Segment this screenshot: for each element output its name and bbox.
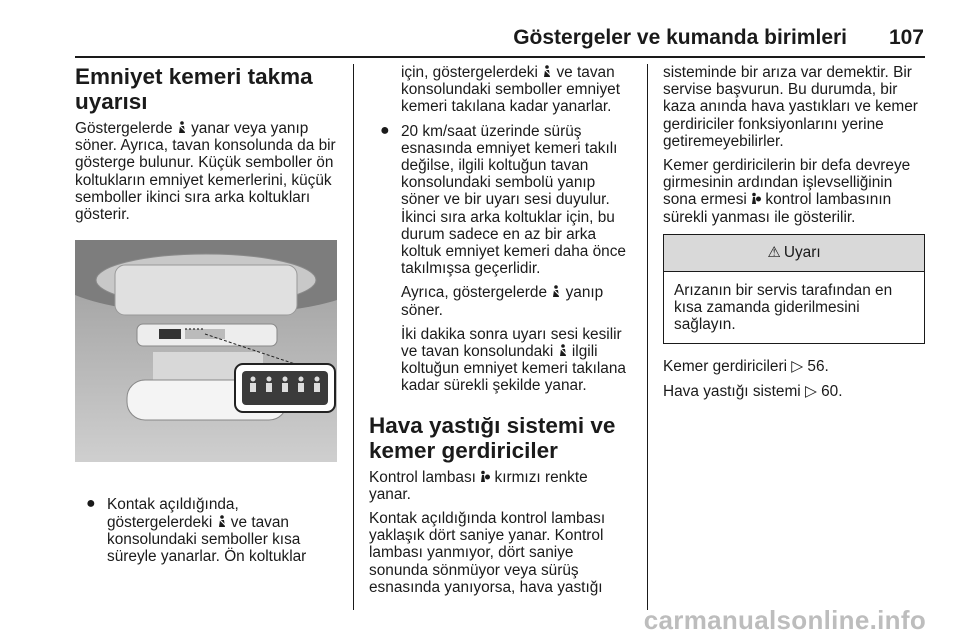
text: Kemer gerdiricilerin bir defa devreye girmesinin ardından işlevselliğinin sona ermesi bbox=[663, 157, 911, 209]
column-1 bbox=[75, 64, 337, 572]
text: ve tavan konsolundaki semboller kısa süreyle yanarlar. Ön koltuklar bbox=[107, 513, 307, 566]
text: 60. bbox=[821, 382, 843, 400]
column-2 bbox=[369, 64, 633, 603]
paragraph: sisteminde bir arıza var demektir. Bir servise başvurun. Bu durumda, bir kaza anında hava yastıkları ve kemer gerdiriciler fonksiyonlarını yerine getiremeyebilirler. bbox=[663, 64, 918, 150]
warning-title: Uyarı bbox=[783, 244, 821, 262]
text: Kontrol lambası bbox=[369, 468, 476, 486]
seatbelt-icon bbox=[542, 65, 552, 79]
text: 56. bbox=[807, 358, 829, 376]
text: kırmızı renkte yanar. bbox=[369, 468, 588, 503]
list-item: ● 20 km/saat üzerinde sürüş esnasında emniyet kemeri takılı değilse, ilgili koltuğun tavan konsolundaki sembolü yanıp söner ve bir uyarı sesi duyulur. İkinci sıra arka koltuklar için, bu durum sadece en az bir arka koltuk emniyet kemeri daha önce takılmışsa geçerlidir. bbox=[380, 121, 626, 278]
column-divider bbox=[353, 64, 354, 610]
cross-reference bbox=[663, 383, 925, 400]
header-title: Göstergeler ve kumanda birimleri bbox=[513, 26, 847, 49]
seatbelt-icon bbox=[551, 285, 561, 299]
overhead-console-illustration bbox=[75, 240, 337, 462]
warning-header bbox=[664, 235, 924, 272]
text: kontrol lambasının sürekli yanması ile gösterilir. bbox=[663, 191, 892, 226]
warning-box bbox=[663, 234, 925, 345]
paragraph bbox=[663, 157, 925, 226]
warning-triangle-icon: ⚠ bbox=[767, 244, 781, 262]
section-heading: Hava yastığı sistemi ve kemer gerdiriciler bbox=[369, 412, 616, 463]
text: Hava yastığı sistemi bbox=[663, 382, 801, 400]
paragraph bbox=[369, 284, 633, 318]
paragraph bbox=[369, 326, 633, 395]
text: 20 km/saat üzerinde sürüş esnasında emniyet kemeri takılı değilse, ilgili koltuğun tavan konsolundaki sembolü yanıp söner ve bir uyarı sesi duyulur. İkinci sıra arka koltuklar için, bu durum sadece en az bir arka koltuk emniyet kemeri daha önce takılmışsa geçerlidir. bbox=[401, 122, 626, 278]
section-heading: Emniyet kemeri takma uyarısı bbox=[75, 64, 313, 114]
paragraph: Kontak açıldığında kontrol lambası yaklaşık dört saniye yanar. Kontrol lambası yanmıyor, dört saniye sonunda sönmüyor veya sürüş esnasında yanıyorsa, hava yastığı bbox=[369, 510, 606, 596]
text: yanar veya yanıp söner. Ayrıca, tavan konsolunda da bir gösterge bulunur. Küçük semboller ön koltukların emniyet kemerlerini, küçük semboller ikinci sıra arka koltukları gösterir. bbox=[75, 120, 336, 224]
text: yanıp söner. bbox=[401, 284, 604, 319]
page-number: 107 bbox=[888, 26, 924, 49]
text: Kemer gerdiricileri bbox=[663, 358, 788, 376]
watermark: carmanualsonline.info bbox=[643, 605, 926, 635]
airbag-icon bbox=[480, 470, 490, 484]
seatbelt-icon bbox=[177, 121, 187, 135]
text: Göstergelerde bbox=[75, 120, 173, 137]
text: ve tavan konsolundaki semboller emniyet kemeri takılana kadar yanarlar. bbox=[401, 64, 621, 116]
text: için, göstergelerdeki bbox=[401, 64, 538, 81]
warning-body: Arızanın bir servis tarafından en kısa zamanda giderilmesini sağlayın. bbox=[674, 281, 893, 334]
text: İki dakika sonra uyarı sesi kesilir ve tavan konsolundaki bbox=[401, 325, 622, 361]
reference-arrow-icon: ▷ bbox=[805, 382, 817, 400]
seatbelt-icon bbox=[558, 344, 568, 358]
cross-reference bbox=[663, 358, 925, 375]
paragraph bbox=[369, 64, 633, 116]
airbag-icon bbox=[751, 192, 761, 206]
header-rule bbox=[75, 56, 925, 58]
text: Ayrıca, göstergelerde bbox=[401, 284, 548, 302]
text: ilgili koltuğun emniyet kemeri takılana kadar sürekli şekilde yanar. bbox=[401, 343, 626, 395]
paragraph bbox=[369, 469, 633, 503]
text: Kontak açıldığında, göstergelerdeki bbox=[107, 496, 239, 531]
list-item: ● Kontak açıldığında, göstergelerdeki ve tavan konsolundaki semboller kısa süreyle yanarlar. Ön koltuklar bbox=[86, 495, 307, 566]
column-3 bbox=[663, 64, 925, 407]
reference-arrow-icon: ▷ bbox=[791, 358, 804, 376]
paragraph bbox=[75, 120, 337, 223]
column-divider bbox=[647, 64, 648, 610]
seatbelt-icon bbox=[217, 515, 227, 529]
